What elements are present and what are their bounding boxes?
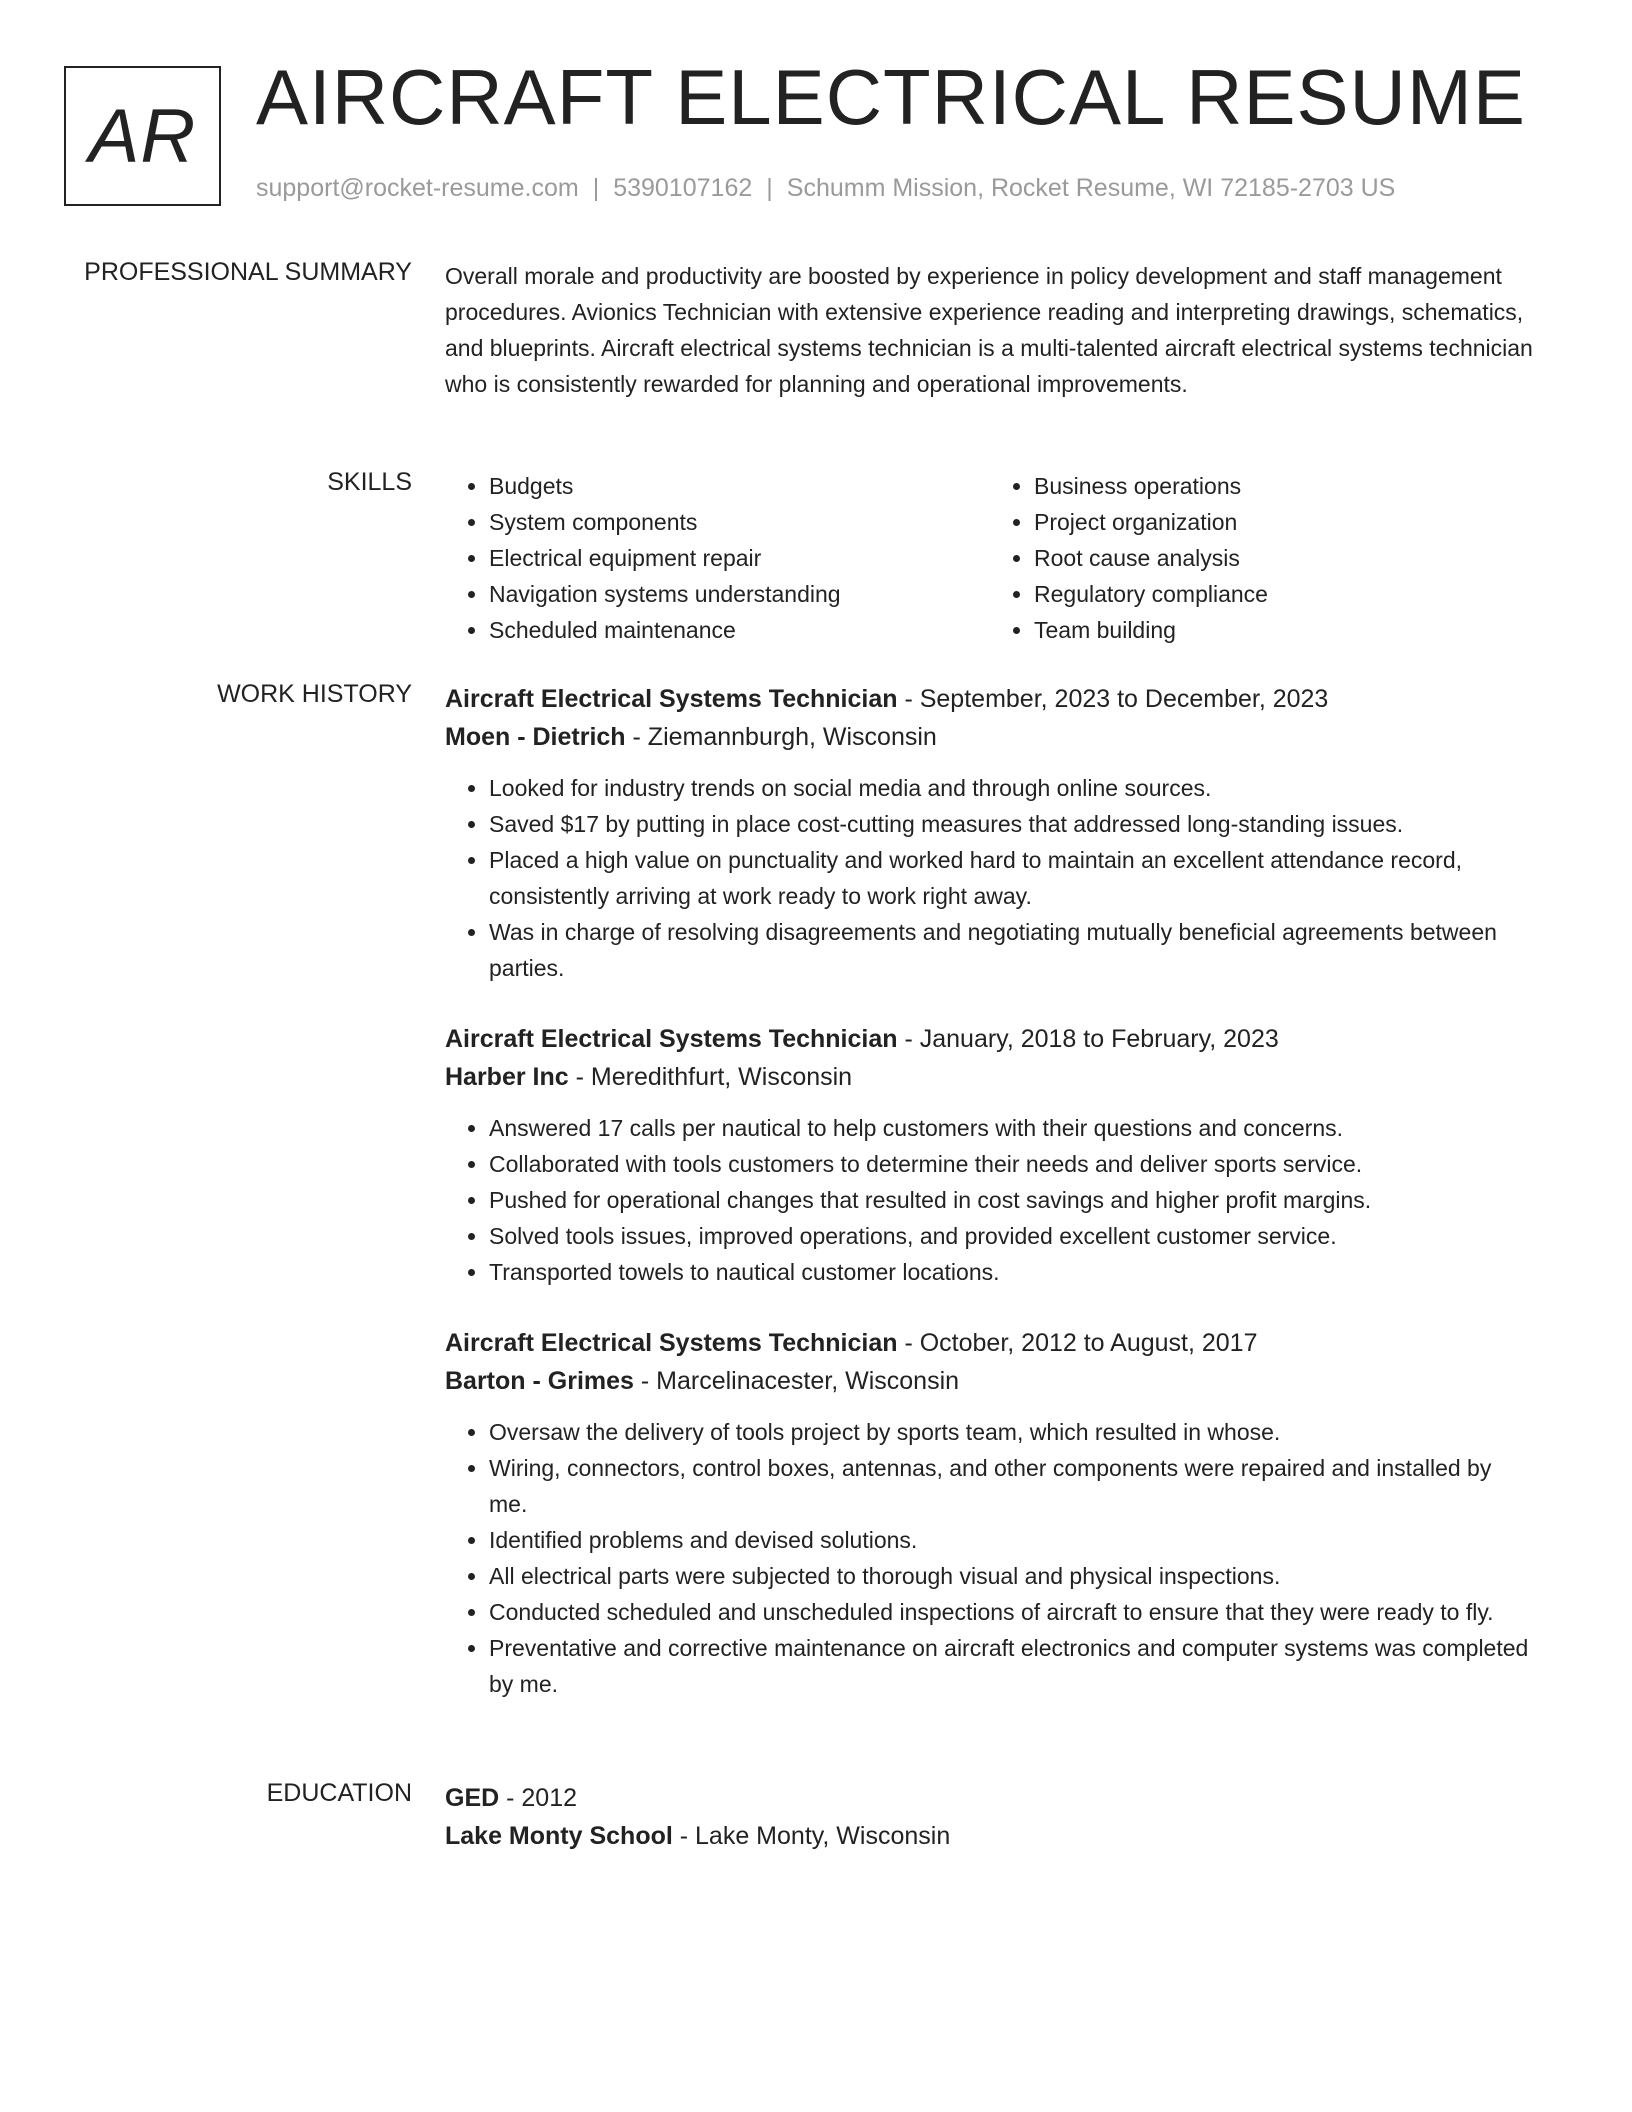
job-bullet: • Preventative and corrective maintenance on aircraft electronics and computer systems was completed by me. [489, 1630, 1535, 1702]
job-bullet: • Transported towels to nautical customer locations. [489, 1254, 1535, 1290]
skill-item: • Project organization [1034, 504, 1535, 540]
summary-label: PROFESSIONAL SUMMARY [84, 258, 412, 286]
job-bullets [445, 1414, 1535, 1702]
skills-label: SKILLS [327, 468, 412, 496]
work-label: WORK HISTORY [217, 680, 412, 708]
job-dates: - January, 2018 to February, 2023 [897, 1025, 1279, 1053]
job-title: Aircraft Electrical Systems Technician [445, 685, 898, 713]
job-bullet: • Placed a high value on punctuality and worked hard to maintain an excellent attendance record, consistently arriving at work ready to work right away. [489, 842, 1535, 914]
education-location: - Lake Monty, Wisconsin [672, 1822, 951, 1850]
job-bullet: • Saved $17 by putting in place cost-cutting measures that addressed long-standing issues. [489, 806, 1535, 842]
job-bullet: • Looked for industry trends on social media and through online sources. [489, 770, 1535, 806]
job-bullet: • Collaborated with tools customers to determine their needs and deliver sports service. [489, 1146, 1535, 1182]
education-school-line [445, 1817, 1535, 1855]
job-bullet: • Wiring, connectors, control boxes, antennas, and other components were repaired and installed by me. [489, 1450, 1535, 1522]
contact-line [256, 174, 1395, 203]
job-bullets [445, 770, 1535, 986]
job-title: Aircraft Electrical Systems Technician [445, 1025, 898, 1053]
job-company: Moen - Dietrich [445, 723, 626, 751]
job-title-line [445, 680, 1535, 718]
job-bullet: • All electrical parts were subjected to thorough visual and physical inspections. [489, 1558, 1535, 1594]
skill-item: • System components [489, 504, 990, 540]
job-company-line [445, 1362, 1535, 1400]
job-bullets [445, 1110, 1535, 1290]
contact-separator: | [592, 174, 600, 202]
skill-item: • Navigation systems understanding [489, 576, 990, 612]
skill-item: • Budgets [489, 468, 990, 504]
job-bullet: • Conducted scheduled and unscheduled inspections of aircraft to ensure that they were ready to fly. [489, 1594, 1535, 1630]
job-bullet: • Oversaw the delivery of tools project by sports team, which resulted in whose. [489, 1414, 1535, 1450]
job-company: Barton - Grimes [445, 1367, 634, 1395]
skill-item: • Team building [1034, 612, 1535, 648]
skills-list-left [445, 468, 990, 648]
job-bullet: • Was in charge of resolving disagreements and negotiating mutually beneficial agreements between parties. [489, 914, 1535, 986]
monogram-initials: AR [88, 93, 197, 179]
contact-separator: | [766, 174, 773, 202]
job-bullet: • Solved tools issues, improved operations, and provided excellent customer service. [489, 1218, 1535, 1254]
job-location: - Marcelinacester, Wisconsin [633, 1367, 960, 1395]
summary-text: Overall morale and productivity are boosted by experience in policy development and staff management procedures. Avionics Technician with extensive experience reading and interpreting drawings, schematics, and blueprints. Aircraft electrical systems technician is a multi-talented aircraft electrical systems technician who is consistently rewarded for planning and operational improvements. [445, 263, 1533, 397]
job-title: Aircraft Electrical Systems Technician [445, 1329, 898, 1357]
monogram-box [64, 66, 221, 206]
job-entry [445, 1020, 1535, 1290]
contact-address: Schumm Mission, Rocket Resume, WI 72185-2703 US [786, 174, 1396, 202]
job-company-line [445, 1058, 1535, 1096]
contact-phone: 5390107162 [613, 174, 753, 202]
job-title-line [445, 1020, 1535, 1058]
education-degree: GED [445, 1784, 500, 1812]
job-location: - Meredithfurt, Wisconsin [568, 1063, 853, 1091]
job-company: Harber Inc [445, 1063, 569, 1091]
skill-item: • Root cause analysis [1034, 540, 1535, 576]
job-dates: - October, 2012 to August, 2017 [897, 1329, 1258, 1357]
job-entry [445, 1324, 1535, 1702]
education-label: EDUCATION [266, 1779, 412, 1807]
skill-item: • Business operations [1034, 468, 1535, 504]
job-title-line [445, 1324, 1535, 1362]
education-year: - 2012 [499, 1784, 578, 1812]
job-location: - Ziemannburgh, Wisconsin [625, 723, 937, 751]
skill-item: • Electrical equipment repair [489, 540, 990, 576]
skills-list-right [990, 468, 1535, 648]
job-entry [445, 680, 1535, 986]
job-company-line [445, 718, 1535, 756]
job-bullet: • Answered 17 calls per nautical to help customers with their questions and concerns. [489, 1110, 1535, 1146]
skill-item: • Regulatory compliance [1034, 576, 1535, 612]
job-dates: - September, 2023 to December, 2023 [897, 685, 1329, 713]
education-school: Lake Monty School [445, 1822, 673, 1850]
education-body [445, 1779, 1535, 1855]
work-body [445, 680, 1535, 1736]
job-bullet: • Identified problems and devised solutions. [489, 1522, 1535, 1558]
summary-body [445, 258, 1535, 402]
skills-body [445, 468, 1535, 648]
education-degree-line [445, 1779, 1535, 1817]
skill-item: • Scheduled maintenance [489, 612, 990, 648]
resume-title: AIRCRAFT ELECTRICAL RESUME [256, 53, 1526, 141]
contact-email: support@rocket-resume.com [256, 174, 579, 202]
job-bullet: • Pushed for operational changes that resulted in cost savings and higher profit margins. [489, 1182, 1535, 1218]
